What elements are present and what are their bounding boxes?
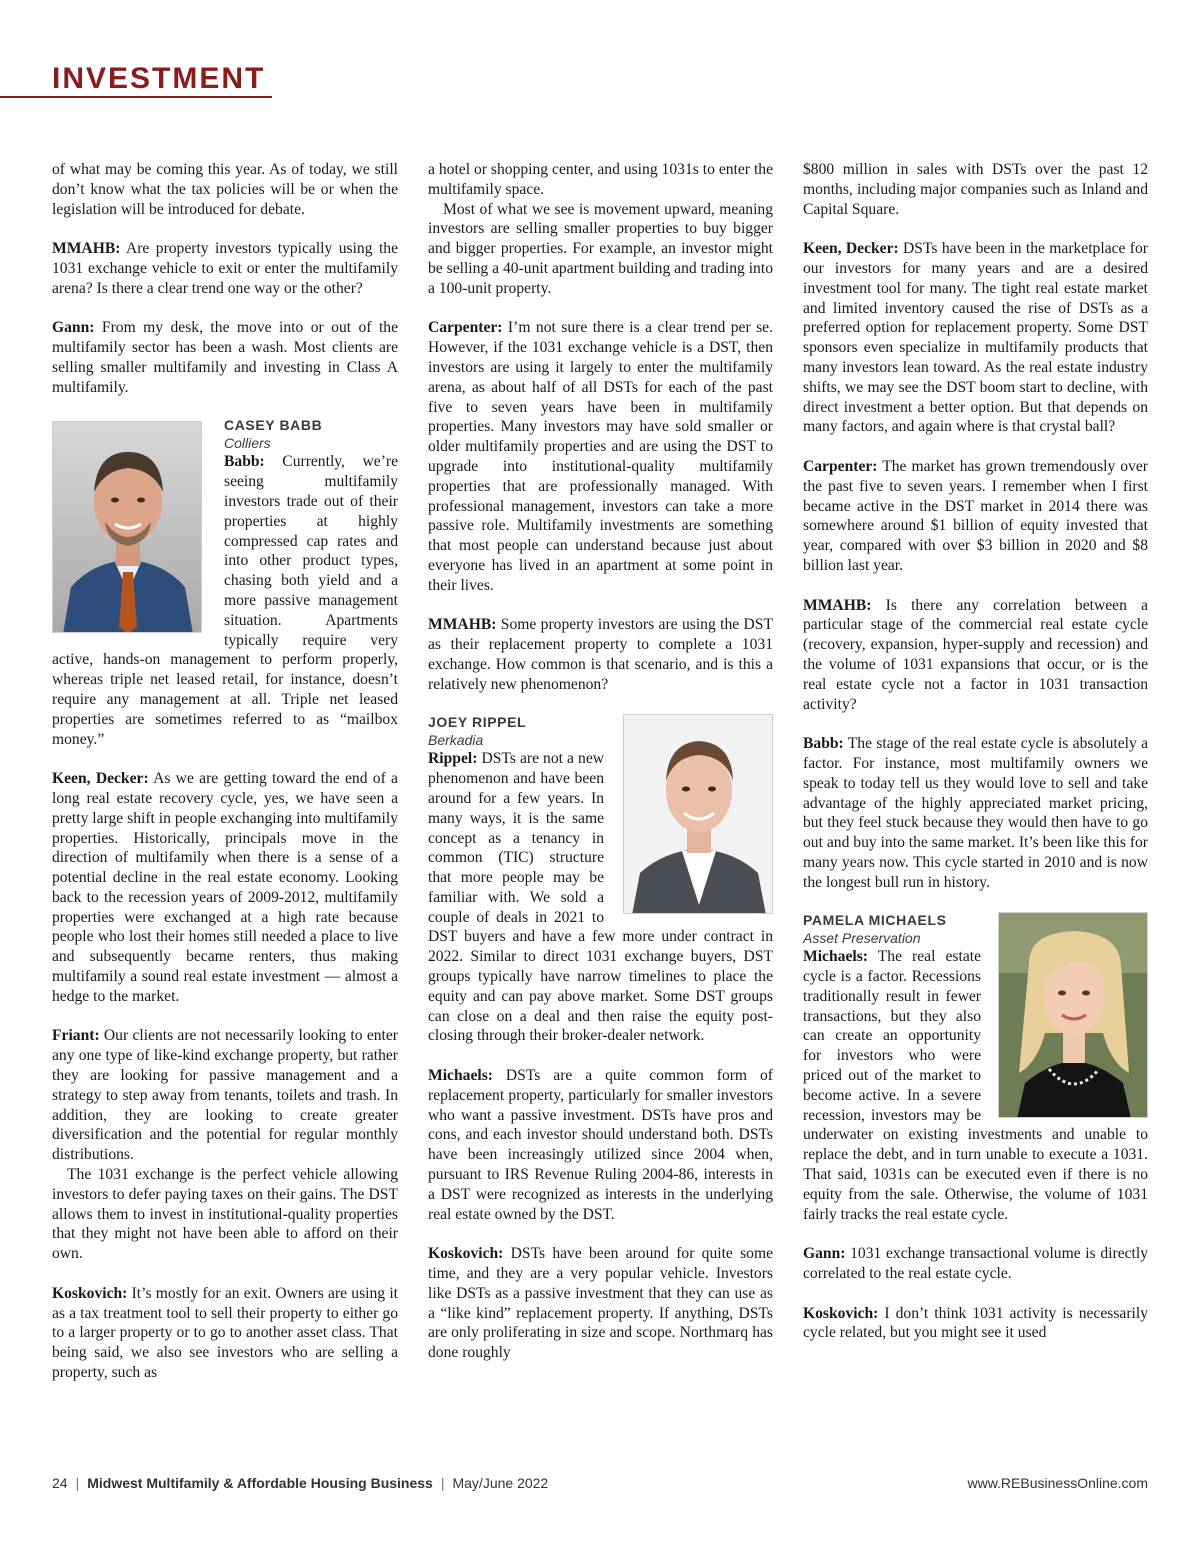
paragraph: a hotel or shopping center, and using 1031s to enter the multifamily space. [428, 161, 773, 198]
speaker: Gann: [803, 1245, 846, 1263]
paragraph: $800 million in sales with DSTs over the past 12 months, including major companies such as Inland and Capital Square. [803, 161, 1148, 218]
portrait-joey-rippel [623, 714, 773, 914]
portrait-pamela-michaels [998, 912, 1148, 1118]
caption-name: PAMELA MICHAELS [803, 912, 947, 929]
caption-company: Asset Preservation [803, 930, 921, 947]
speaker: Keen, Decker: [803, 240, 899, 258]
speaker: MMAHB: [428, 616, 497, 634]
paragraph: MMAHB: Some property investors are using the DST as their replacement property to complete a 1031 exchange. How common is that scenario, and is this a relatively new phenomenon? [428, 616, 773, 693]
paragraph: MMAHB: Are property investors typically using the 1031 exchange vehicle to exit or enter the multifamily arena? Is there a clear trend one way or the other? [52, 240, 398, 297]
speaker: Koskovich: [428, 1245, 504, 1263]
portrait-image [999, 913, 1148, 1118]
paragraph: Most of what we see is movement upward, meaning investors are selling smaller properties to buy bigger and bigger properties. For example, an investor might be selling a 40-unit apartment building and trading into a 100-unit property. [428, 200, 773, 297]
speaker: Gann: [52, 319, 95, 337]
footer-left [52, 1475, 548, 1491]
speaker: Carpenter: [803, 457, 878, 475]
speaker: Koskovich: [52, 1284, 128, 1302]
speaker: Michaels: [428, 1067, 493, 1085]
paragraph: Babb: The stage of the real estate cycle is absolutely a factor. For instance, most multifamily owners we speak to today tell us they would love to sell and take advantage of the highly appreciated market pricing, but they feel stuck because they would then have to go out and buy into the same market. It’s been like this for many years now. This cycle started in 2010 and is now the longest bull run in history. [803, 735, 1148, 891]
speaker: Keen, Decker: [52, 770, 149, 788]
caption-company: Colliers [224, 435, 271, 452]
paragraph: Koskovich: I don’t think 1031 activity is necessarily cycle related, but you might see it used [803, 1304, 1148, 1342]
paragraph: of what may be coming this year. As of today, we still don’t know what the tax policies will be or when the legislation will be introduced for debate. [52, 161, 398, 218]
paragraph: Michaels: DSTs are a quite common form of replacement property, particularly for smaller investors who want a passive investment. DSTs have pros and cons, and each investor should understand both. DSTs have been increasingly utilized since 2004 when, pursuant to IRS Revenue Ruling 2004-86, interests in a DST were recognized as interests in the underlying real estate owned by the DST. [428, 1067, 773, 1223]
paragraph: Keen, Decker: As we are getting toward the end of a long real estate recovery cycle, yes, we have seen a pretty large shift in people exchanging into multifamily properties. Historically, principals move in the direction of multifamily when there is a sense of a potential decline in the real estate economy. Looking back to the recession years of 2009-2012, multifamily properties were exchanged at a high rate because people who lost their homes still needed a place to live and subsequently became renters, thus making multifamily a sound real estate investment — almost a hedge to the market. [52, 770, 398, 1005]
speaker: Friant: [52, 1027, 100, 1045]
portrait-casey-babb [52, 421, 202, 633]
caption-name: CASEY BABB [224, 417, 323, 434]
photo-block-rippel [618, 714, 773, 914]
paragraph: Carpenter: I’m not sure there is a clear trend per se. However, if the 1031 exchange vehicle is a DST, then investors are using it largely to enter the multifamily arena, as about half of all DSTs for each of the past five to seven years have been in multifamily properties. Many investors may have sold smaller or older multifamily properties and are using the DST to upgrade into institutional-quality multifamily properties that are professionally managed. With professional management, investors can take a more passive role. Multifamily investments are something that most people can understand because just about everyone has lived in an apartment at some point in their lives. [428, 319, 773, 594]
speaker: Rippel: [428, 750, 478, 768]
paragraph: Friant: Our clients are not necessarily looking to enter any one type of like-kind exchange property, but rather they are looking for passive management and a strategy to step away from tenants, toilets and trash. In addition, they are looking to create greater diversification and the potential for regular monthly distributions. [52, 1027, 398, 1164]
paragraph: Carpenter: The market has grown tremendously over the past five to seven years. I remember when I first became active in the DST market in 2014 there was somewhere around $1 billion of equity invested that year, compared with over $3 billion in 2020 and $8 billion last year. [803, 457, 1148, 574]
section-title: INVESTMENT [52, 62, 266, 95]
speaker: MMAHB: [803, 596, 872, 614]
paragraph: Keen, Decker: DSTs have been in the marketplace for our investors for many years and are a desired investment tool for many. The tight real estate market and limited inventory caused the rise of DSTs as a preferred option for replacement property. Some DST sponsors even specialize in multifamily products that many investors lean toward. As the real estate industry shifts, we may see the DST boom start to decline, with direct investment a better option. But that depends on many factors, and again where is that crystal ball? [803, 240, 1148, 436]
paragraph: Gann: 1031 exchange transactional volume is directly correlated to the real estate cycle. [803, 1245, 1148, 1283]
paragraph: MMAHB: Is there any correlation between a particular stage of the commercial real estate cycle (recovery, expansion, hyper-supply and recession) and the volume of 1031 expansions that occur, or is the real estate cycle not a factor in 1031 transaction activity? [803, 596, 1148, 713]
column-2: a hotel or shopping center, and using 1031s to enter the multifamily space. Most of what we see is movement upward, meaning investors are selling smaller properties to buy bigger and bigger properties. For example, an investor might be selling a 40-unit apartment building and trading into a 100-unit property. Carpenter: I’m not sure there is a clear trend per se. However, if the 1031 exchange vehicle is a DST, then investors are using it largely to enter the multifamily arena, as about half of all DSTs for each of the past five to seven years have been in multifamily properties. Many investors may have sold smaller or older multifamily properties and are using the DST to upgrade into institutional-quality multifamily properties that are professionally managed. With professional management, investors can take a more passive role. Multifamily investments are something that most people can understand because just about everyone has lived in an apartment at some point in their lives. MMAHB: Some property investors are using the DST as their replacement property to complete a 1031 exchange. How common is that scenario, and is this a relatively new phenomenon? JOEY RIPPEL Berkadia Rippel: DSTs are not a new phenomenon and have been around for a few years. In many ways, it is the same concept as a tenancy in common (TIC) structure that more people may be familiar with. We sold a couple of deals in 2021 to DST buyers and have a few more under contract in 2022. Similar to direct 1031 exchange buyers, DST groups typically have narrow timelines to place the equity and can pay above market. Some DST groups can close on a deal and then raise the equity post-closing through their broker-dealer network. Michaels: DSTs are a quite common form of replacement property, particularly for smaller investors who want a passive investment. DSTs have pros and cons, and each investor should understand both. DSTs have been increasingly utilized since 2004 when, pursuant to IRS Revenue Ruling 2004-86, interests in a DST were recognized as interests in the underlying real estate owned by the DST. Koskovich: DSTs have been around for quite some time, and they are a very popular vehicle. Investors like DSTs as a passive investment that they can use as a “like kind” replacement property. If anything, DSTs are only proliferating in size and scope. Northmarq has done roughly [428, 161, 773, 1362]
portrait-image [624, 715, 773, 914]
speaker: Carpenter: [428, 319, 503, 337]
paragraph: Gann: From my desk, the move into or out of the multifamily sector has been a wash. Most clients are selling smaller multifamily and investing in Class A multifamily. [52, 319, 398, 396]
paragraph: Koskovich: It’s mostly for an exit. Owners are using it as a tax treatment tool to sell their property to either go to a larger property or to go to another asset class. That being said, we also see investors who are selling a property, such as [52, 1284, 398, 1382]
footer-separator: | [75, 1475, 80, 1491]
issue-date: May/June 2022 [452, 1475, 549, 1491]
speaker: Babb: [224, 453, 265, 471]
portrait-image [53, 422, 202, 633]
paragraph: The 1031 exchange is the perfect vehicle allowing investors to defer paying taxes on their gains. The DST allows them to invest in institutional-quality properties that they might not have been able to afford on their own. [52, 1166, 398, 1263]
page-number: 24 [52, 1475, 68, 1491]
footer-separator: | [440, 1475, 445, 1491]
photo-block-michaels [993, 912, 1148, 1118]
photo-block-babb [52, 421, 212, 633]
section-header [0, 58, 272, 98]
speaker: Babb: [803, 735, 844, 753]
column-3: $800 million in sales with DSTs over the past 12 months, including major companies such as Inland and Capital Square. Keen, Decker: DSTs have been in the marketplace for our investors for many years and are a desired investment tool for many. The tight real estate market and limited inventory caused the rise of DSTs as a preferred option for replacement property. Some DST sponsors even specialize in multifamily products that many investors lean toward. As the real estate industry shifts, we may see the DST boom start to decline, with direct investment a better option. But that depends on many factors, and again where is that crystal ball? Carpenter: The market has grown tremendously over the past five to seven years. I remember when I first became active in the DST market in 2014 there was somewhere around $1 billion of equity invested that year, compared with over $3 billion in 2020 and $8 billion last year. MMAHB: Is there any correlation between a particular stage of the commercial real estate cycle (recovery, expansion, hyper-supply and recession) and the volume of 1031 expansions that occur, or is the real estate cycle not a factor in 1031 transaction activity? Babb: The stage of the real estate cycle is absolutely a factor. For instance, most multifamily owners we speak to today tell us they would love to sell and take advantage of the highly appreciated market pricing, but they feel stuck because they would then have to go out and buy into the same market. It’s been like this for many years now. This cycle started in 2010 and is now the longest bull run in history. PAMELA MICHAELS Asset Preservation Michaels: The real estate cycle is a factor. Recessions traditionally result in fewer transactions, but they also can create an opportunity for investors who were priced out of the market to become active. In a severe recession, investors may be underwater on existing investments and unable to replace the debt, and in turn unable to execute a 1031. That said, 1031s can be executed even if there is no equity from the sale. Otherwise, the volume of 1031 fairly tracks the real estate cycle. Gann: 1031 exchange transactional volume is directly correlated to the real estate cycle. Koskovich: I don’t think 1031 activity is necessarily cycle related, but you might see it used [803, 161, 1148, 1342]
speaker: Michaels: [803, 948, 868, 966]
speaker: MMAHB: [52, 240, 121, 258]
caption-name: JOEY RIPPEL [428, 714, 527, 731]
website-link[interactable]: www.REBusinessOnline.com [967, 1475, 1148, 1491]
caption-company: Berkadia [428, 732, 484, 749]
publication-name: Midwest Multifamily & Affordable Housing Business [87, 1475, 433, 1491]
paragraph: Koskovich: DSTs have been around for quite some time, and they are a very popular vehicle. Investors like DSTs as a passive investment that they can use as a “like kind” replacement property. If anything, DSTs are only proliferating in size and scope. Northmarq has done roughly [428, 1245, 773, 1362]
speaker: Koskovich: [803, 1304, 879, 1322]
column-1: of what may be coming this year. As of today, we still don’t know what the tax policies will be or when the legislation will be introduced for debate. MMAHB: Are property investors typically using the 1031 exchange vehicle to exit or enter the multifamily arena? Is there a clear trend one way or the other? Gann: From my desk, the move into or out of the multifamily sector has been a wash. Most clients are selling smaller multifamily and investing in Class A multifamily. CASEY BABB Colliers Babb: Currently, we’re seeing multifamily investors trade out of their properties at highly compressed cap rates and into other product types, chasing both yield and a more passive management situation. Apartments typically require very active, hands-on management to perform properly, whereas triple net leased retail, for instance, doesn’t require any management at all. Triple net leased properties are sometimes referred to as “mailbox money.” Keen, Decker: As we are getting toward the end of a long real estate recovery cycle, yes, we have seen a pretty large shift in people exchanging into multifamily properties. Historically, principals move in the direction of multifamily when there is a sense of a potential decline in the real estate economy. Looking back to the recession years of 2009-2012, multifamily properties were exchanged at a high rate because people who lost their homes still needed a place to live and subsequently became renters, thus making multifamily a sound real estate investment — almost a hedge to the market. Friant: Our clients are not necessarily looking to enter any one type of like-kind exchange property, but rather they are looking for passive management and a strategy to step away from tenants, toilets and trash. In addition, they are looking to create greater diversification and the potential for regular monthly distributions. The 1031 exchange is the perfect vehicle allowing investors to defer paying taxes on their gains. The DST allows them to invest in institutional-quality properties that they might not have been able to afford on their own. Koskovich: It’s mostly for an exit. Owners are using it as a tax treatment tool to sell their property to either go to a larger property or to go to another asset class. That being said, we also see investors who are selling a property, such as [52, 161, 398, 1382]
page-footer [52, 1475, 1148, 1497]
